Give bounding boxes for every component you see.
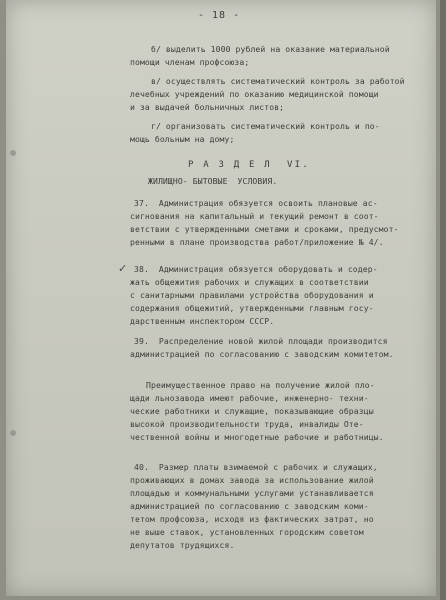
- text-line: содержания общежитий, утвержденными главным госу-: [130, 303, 374, 313]
- text-line: ренными в плане производства работ/приложение № 4/.: [130, 237, 384, 247]
- section-subtitle: ЖИЛИЩНО- БЫТОВЫЕ УСЛОВИЯ.: [148, 176, 278, 186]
- text-line: 40. Размер платы взимаемой с рабочих и служащих,: [134, 462, 378, 472]
- text-line: лечебных учреждений по оказанию медицинской помощи: [130, 89, 379, 99]
- text-line: жать общежития рабочих и служащих в соответствии: [130, 277, 369, 287]
- text-line: высокой производительности труда, инвалиды Оте-: [130, 419, 364, 429]
- page-number: - 18 -: [198, 10, 241, 21]
- text-line: чественной войны и многодетные рабочие и работницы.: [130, 432, 384, 442]
- text-line: не выше ставок, установленных городским советом: [130, 527, 364, 537]
- text-line: г/ организовать систематический контроль и по-: [151, 121, 380, 131]
- text-line: в/ осуществлять систематический контроль за работой: [151, 76, 405, 86]
- text-line: 38. Администрация обязуется оборудовать и содер-: [134, 264, 378, 274]
- text-line: тетом профсоюза, исходя из фактических затрат, но: [130, 514, 374, 524]
- text-line: Преимущественное право на получение жилой пло-: [146, 380, 375, 390]
- text-line: дарственным инспектором СССР.: [130, 316, 275, 326]
- text-line: щади льнозавода имеют рабочие, инженерно- техни-: [130, 393, 369, 403]
- text-line: проживающих в домах завода за использование жилой: [130, 475, 374, 485]
- typewritten-text: [6, 0, 436, 596]
- text-line: 39. Распределение новой жилой площади производится: [134, 336, 388, 346]
- text-line: площадью и коммунальными услугами устанавливается: [130, 488, 374, 498]
- text-line: мощь больным на дому;: [130, 134, 235, 144]
- margin-check-mark: ✓: [118, 262, 128, 275]
- text-line: помощи членам профсоюза;: [130, 57, 250, 67]
- text-line: сигнования на капитальный и текущий ремонт в соот-: [130, 211, 379, 221]
- section-title: Р А З Д Е Л VI.: [188, 160, 310, 170]
- text-line: администрацией по согласованию с заводским коми-: [130, 501, 369, 511]
- text-line: с санитарными правилами устройства оборудования и: [130, 290, 374, 300]
- text-line: администрацией по согласованию с заводским комитетом.: [130, 349, 394, 359]
- text-line: и за выдачей больничных листов;: [130, 102, 285, 112]
- text-line: 37. Администрация обязуется освоить плановые ас-: [134, 198, 378, 208]
- text-line: б/ выделить 1000 рублей на оказание материальной: [151, 44, 390, 54]
- text-line: ветствии с утвержденными сметами и сроками, предусмот-: [130, 224, 399, 234]
- text-line: ческие работники и служащие, показывающие образцы: [130, 406, 374, 416]
- text-line: депутатов трудящихся.: [130, 540, 235, 550]
- document-page: [6, 0, 436, 596]
- page-edge-shadow: [440, 0, 446, 600]
